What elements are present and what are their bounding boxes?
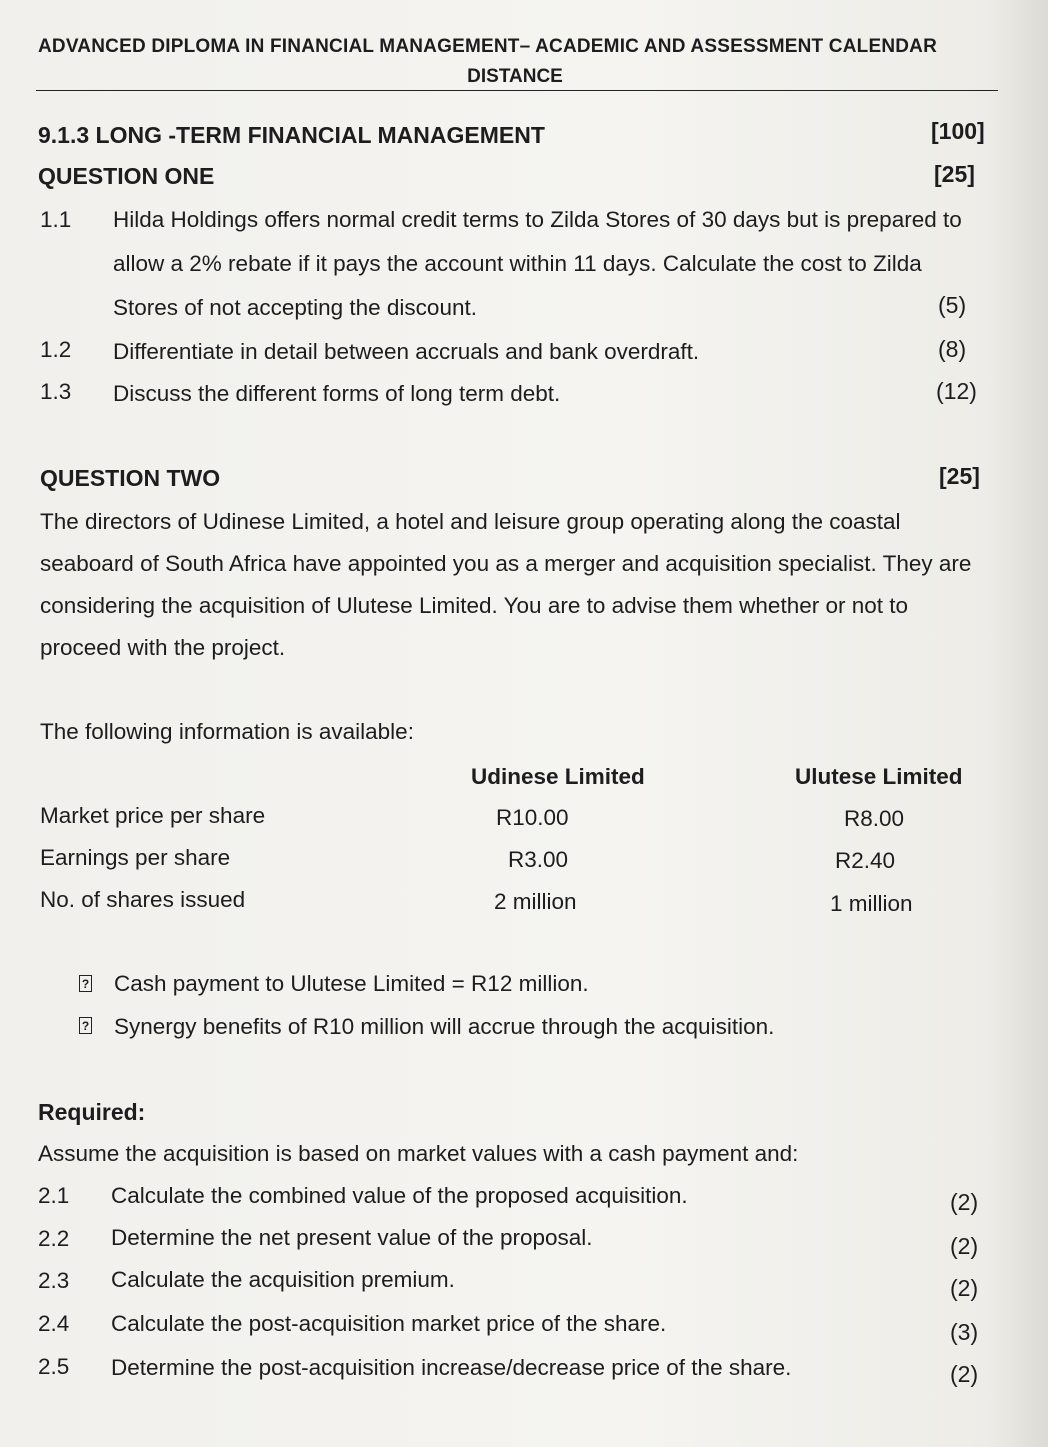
question-2-4-marks: (3): [950, 1319, 979, 1345]
question-2-4-number: 2.4: [38, 1311, 70, 1336]
table-row-label: Market price per share: [40, 803, 266, 828]
question-1-1-line-3: Stores of not accepting the discount.: [113, 295, 477, 320]
question-one-marks: [25]: [934, 161, 975, 187]
question-1-2-number: 1.2: [40, 337, 72, 362]
question-one-title: QUESTION ONE: [38, 163, 215, 189]
page-edge-shadow: [988, 0, 1048, 1447]
question-2-2-text: Determine the net present value of the proposal.: [111, 1225, 593, 1250]
question-two-title: QUESTION TWO: [40, 465, 221, 491]
section-title: 9.1.3 LONG -TERM FINANCIAL MANAGEMENT: [38, 122, 545, 148]
assumption-text: Assume the acquisition is based on market values with a cash payment and:: [38, 1141, 799, 1166]
table-row-label: No. of shares issued: [40, 887, 246, 912]
question-two-marks: [25]: [939, 463, 980, 489]
header-divider: [36, 90, 998, 91]
required-label: Required:: [38, 1099, 146, 1125]
bullet-box-icon: [79, 975, 92, 995]
bullet-glyph: ?: [79, 975, 92, 992]
table-cell-udinese: R3.00: [508, 847, 569, 872]
table-row-label: Earnings per share: [40, 845, 231, 870]
question-two-intro-line-1: The directors of Udinese Limited, a hotel and leisure group operating along the coastal: [40, 509, 901, 534]
question-1-1-marks: (5): [938, 292, 967, 318]
question-2-3-text: Calculate the acquisition premium.: [111, 1267, 455, 1292]
question-2-2-number: 2.2: [38, 1226, 70, 1251]
bullet-box-icon: [79, 1017, 92, 1037]
question-two-intro-line-3: considering the acquisition of Ulutese Limited. You are to advise them whether or not to: [40, 593, 909, 618]
question-2-4-text: Calculate the post-acquisition market price of the share.: [111, 1311, 667, 1336]
question-2-3-marks: (2): [950, 1275, 979, 1301]
table-cell-ulutese: R2.40: [835, 848, 896, 873]
table-cell-ulutese: R8.00: [844, 806, 905, 831]
section-marks: [100]: [931, 118, 985, 144]
question-1-3-number: 1.3: [40, 379, 72, 404]
document-header-title: ADVANCED DIPLOMA IN FINANCIAL MANAGEMENT– ACADEMIC AND ASSESSMENT CALENDAR: [38, 36, 938, 57]
question-1-2-marks: (8): [938, 336, 967, 362]
question-two-intro-line-4: proceed with the project.: [40, 635, 286, 660]
question-1-3-text: Discuss the different forms of long term debt.: [113, 381, 561, 406]
document-header-subtitle: DISTANCE: [467, 66, 563, 87]
table-header-ulutese: Ulutese Limited: [795, 764, 963, 789]
question-2-1-number: 2.1: [38, 1183, 70, 1208]
question-2-5-marks: (2): [950, 1361, 979, 1387]
question-2-5-text: Determine the post-acquisition increase/decrease price of the share.: [111, 1355, 792, 1380]
table-cell-udinese: R10.00: [496, 805, 569, 830]
table-header-udinese: Udinese Limited: [471, 764, 645, 789]
question-2-2-marks: (2): [950, 1233, 979, 1259]
question-1-1-line-2: allow a 2% rebate if it pays the account within 11 days. Calculate the cost to Zilda: [113, 251, 922, 276]
question-2-1-marks: (2): [950, 1189, 979, 1215]
bullet-glyph: ?: [79, 1017, 92, 1034]
question-2-1-text: Calculate the combined value of the proposed acquisition.: [111, 1183, 688, 1208]
table-cell-udinese: 2 million: [494, 889, 577, 914]
question-1-2-text: Differentiate in detail between accruals and bank overdraft.: [113, 339, 700, 364]
question-2-5-number: 2.5: [38, 1354, 70, 1379]
question-1-1-line-1: Hilda Holdings offers normal credit terms to Zilda Stores of 30 days but is prepared to: [113, 207, 962, 232]
question-two-intro-line-2: seaboard of South Africa have appointed you as a merger and acquisition specialist. They are: [40, 551, 972, 576]
question-2-3-number: 2.3: [38, 1268, 70, 1293]
question-1-1-number: 1.1: [40, 207, 72, 232]
table-cell-ulutese: 1 million: [830, 891, 913, 916]
info-available-label: The following information is available:: [40, 719, 414, 744]
bullet-cash-payment: Cash payment to Ulutese Limited = R12 million.: [114, 971, 589, 996]
bullet-synergy-benefits: Synergy benefits of R10 million will accrue through the acquisition.: [114, 1014, 775, 1039]
question-1-3-marks: (12): [936, 378, 977, 404]
